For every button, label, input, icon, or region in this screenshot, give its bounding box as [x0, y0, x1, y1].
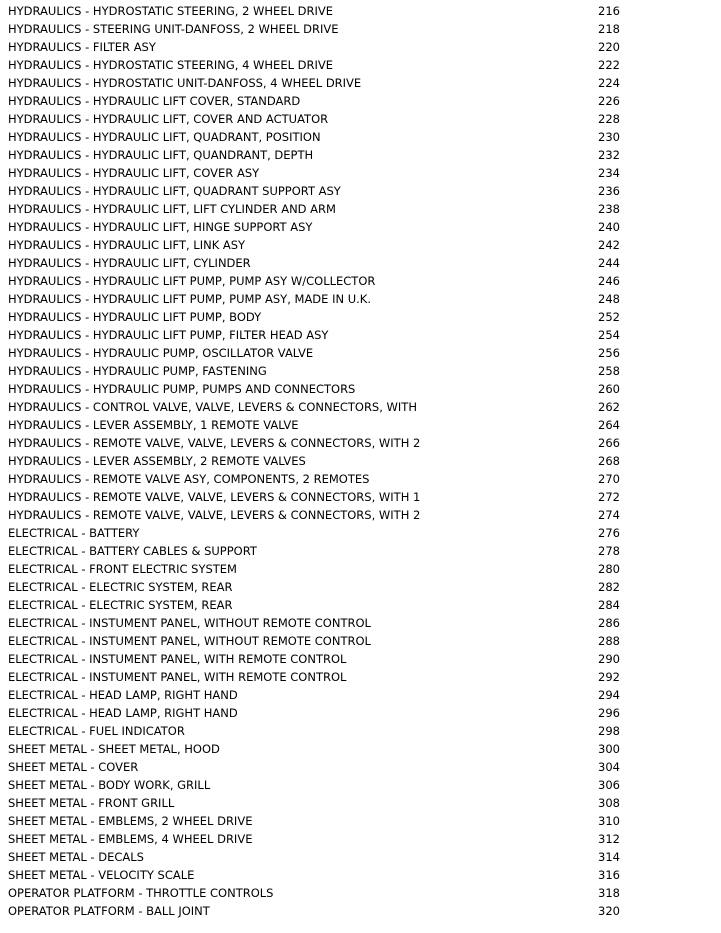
entry-page-number: 278	[598, 544, 620, 558]
index-entry[interactable]	[8, 416, 628, 434]
entry-title: SHEET METAL - EMBLEMS, 2 WHEEL DRIVE	[8, 814, 253, 828]
entry-title: OPERATOR PLATFORM - THROTTLE CONTROLS	[8, 886, 274, 900]
index-entry[interactable]	[8, 290, 628, 308]
entry-title: HYDRAULICS - HYDRAULIC LIFT, HINGE SUPPORT ASY	[8, 220, 313, 234]
entry-page-number: 264	[598, 418, 620, 432]
index-entry[interactable]	[8, 236, 628, 254]
entry-title: ELECTRICAL - HEAD LAMP, RIGHT HAND	[8, 706, 238, 720]
entry-title: ELECTRICAL - HEAD LAMP, RIGHT HAND	[8, 688, 238, 702]
entry-title: ELECTRICAL - FUEL INDICATOR	[8, 724, 185, 738]
entry-title: ELECTRICAL - INSTUMENT PANEL, WITHOUT REMOTE CONTROL	[8, 616, 371, 630]
entry-page-number: 298	[598, 724, 620, 738]
entry-title: SHEET METAL - SHEET METAL, HOOD	[8, 742, 220, 756]
index-entry[interactable]	[8, 128, 628, 146]
entry-title: HYDRAULICS - CONTROL VALVE, VALVE, LEVERS & CONNECTORS, WITH	[8, 400, 417, 414]
entry-page-number: 238	[598, 202, 620, 216]
entry-title: HYDRAULICS - HYDRAULIC PUMP, PUMPS AND CONNECTORS	[8, 382, 356, 396]
entry-title: HYDRAULICS - HYDROSTATIC STEERING, 2 WHEEL DRIVE	[8, 4, 334, 18]
entry-page-number: 294	[598, 688, 620, 702]
index-entry[interactable]	[8, 560, 628, 578]
entry-page-number: 254	[598, 328, 620, 342]
entry-title: HYDRAULICS - HYDRAULIC LIFT, QUANDRANT, DEPTH	[8, 148, 314, 162]
index-entry[interactable]	[8, 812, 628, 830]
entry-page-number: 224	[598, 76, 620, 90]
entry-page-number: 280	[598, 562, 620, 576]
entry-title: HYDRAULICS - LEVER ASSEMBLY, 1 REMOTE VALVE	[8, 418, 299, 432]
entry-title: HYDRAULICS - HYDRAULIC LIFT, QUADRANT SUPPORT ASY	[8, 184, 341, 198]
entry-title: HYDRAULICS - REMOTE VALVE ASY, COMPONENTS, 2 REMOTES	[8, 472, 370, 486]
index-entry[interactable]	[8, 848, 628, 866]
entry-title: ELECTRICAL - INSTUMENT PANEL, WITHOUT REMOTE CONTROL	[8, 634, 371, 648]
index-entry[interactable]	[8, 884, 628, 902]
index-entry[interactable]	[8, 722, 628, 740]
index-entry[interactable]	[8, 866, 628, 884]
entry-page-number: 284	[598, 598, 620, 612]
entry-page-number: 252	[598, 310, 620, 324]
index-entry[interactable]	[8, 794, 628, 812]
entry-title: HYDRAULICS - REMOTE VALVE, VALVE, LEVERS & CONNECTORS, WITH 2	[8, 508, 421, 522]
entry-page-number: 312	[598, 832, 620, 846]
entry-page-number: 228	[598, 112, 620, 126]
entry-page-number: 260	[598, 382, 620, 396]
index-entry[interactable]	[8, 758, 628, 776]
entry-page-number: 218	[598, 22, 620, 36]
entry-page-number: 308	[598, 796, 620, 810]
entry-page-number: 240	[598, 220, 620, 234]
index-entry[interactable]	[8, 164, 628, 182]
entry-page-number: 268	[598, 454, 620, 468]
index-entry[interactable]	[8, 632, 628, 650]
entry-title: HYDRAULICS - HYDRAULIC LIFT, COVER ASY	[8, 166, 260, 180]
entry-page-number: 244	[598, 256, 620, 270]
entry-title: ELECTRICAL - INSTUMENT PANEL, WITH REMOTE CONTROL	[8, 670, 347, 684]
entry-title: HYDRAULICS - HYDRAULIC LIFT COVER, STANDARD	[8, 94, 301, 108]
index-entry[interactable]	[8, 272, 628, 290]
entry-page-number: 304	[598, 760, 620, 774]
index-entry[interactable]	[8, 776, 628, 794]
entry-page-number: 232	[598, 148, 620, 162]
index-entry[interactable]	[8, 308, 628, 326]
index-entry[interactable]	[8, 20, 628, 38]
entry-title: ELECTRICAL - BATTERY	[8, 526, 140, 540]
entry-title: HYDRAULICS - LEVER ASSEMBLY, 2 REMOTE VALVES	[8, 454, 306, 468]
entry-page-number: 310	[598, 814, 620, 828]
index-entry[interactable]	[8, 38, 628, 56]
entry-title: SHEET METAL - DECALS	[8, 850, 144, 864]
parts-index-list	[8, 2, 628, 920]
entry-page-number: 220	[598, 40, 620, 54]
entry-page-number: 300	[598, 742, 620, 756]
entry-title: HYDRAULICS - HYDRAULIC LIFT PUMP, FILTER HEAD ASY	[8, 328, 329, 342]
index-entry[interactable]	[8, 524, 628, 542]
index-entry[interactable]	[8, 380, 628, 398]
entry-page-number: 258	[598, 364, 620, 378]
entry-page-number: 320	[598, 904, 620, 918]
entry-title: ELECTRICAL - FRONT ELECTRIC SYSTEM	[8, 562, 237, 576]
index-entry[interactable]	[8, 578, 628, 596]
index-entry[interactable]	[8, 650, 628, 668]
index-entry[interactable]	[8, 56, 628, 74]
index-entry[interactable]	[8, 704, 628, 722]
entry-page-number: 296	[598, 706, 620, 720]
index-entry[interactable]	[8, 668, 628, 686]
index-entry[interactable]	[8, 434, 628, 452]
entry-page-number: 256	[598, 346, 620, 360]
entry-title: HYDRAULICS - HYDRAULIC LIFT PUMP, PUMP ASY W/COLLECTOR	[8, 274, 376, 288]
index-entry[interactable]	[8, 686, 628, 704]
entry-title: HYDRAULICS - REMOTE VALVE, VALVE, LEVERS & CONNECTORS, WITH 1	[8, 490, 421, 504]
entry-page-number: 222	[598, 58, 620, 72]
entry-title: HYDRAULICS - HYDRAULIC LIFT PUMP, PUMP ASY, MADE IN U.K.	[8, 292, 372, 306]
entry-title: SHEET METAL - FRONT GRILL	[8, 796, 175, 810]
entry-title: HYDRAULICS - HYDROSTATIC STEERING, 4 WHEEL DRIVE	[8, 58, 334, 72]
entry-title: HYDRAULICS - HYDRAULIC LIFT PUMP, BODY	[8, 310, 262, 324]
entry-page-number: 270	[598, 472, 620, 486]
index-entry[interactable]	[8, 740, 628, 758]
entry-page-number: 292	[598, 670, 620, 684]
entry-page-number: 290	[598, 652, 620, 666]
entry-title: HYDRAULICS - HYDRAULIC LIFT, LINK ASY	[8, 238, 246, 252]
entry-title: ELECTRICAL - ELECTRIC SYSTEM, REAR	[8, 580, 233, 594]
entry-title: SHEET METAL - EMBLEMS, 4 WHEEL DRIVE	[8, 832, 253, 846]
index-entry[interactable]	[8, 2, 628, 20]
index-entry[interactable]	[8, 452, 628, 470]
entry-title: HYDRAULICS - HYDRAULIC PUMP, OSCILLATOR VALVE	[8, 346, 314, 360]
entry-title: ELECTRICAL - INSTUMENT PANEL, WITH REMOTE CONTROL	[8, 652, 347, 666]
entry-title: HYDRAULICS - HYDRAULIC PUMP, FASTENING	[8, 364, 267, 378]
entry-title: HYDRAULICS - HYDROSTATIC UNIT-DANFOSS, 4 WHEEL DRIVE	[8, 76, 362, 90]
entry-title: HYDRAULICS - HYDRAULIC LIFT, COVER AND ACTUATOR	[8, 112, 329, 126]
index-entry[interactable]	[8, 596, 628, 614]
entry-title: HYDRAULICS - STEERING UNIT-DANFOSS, 2 WHEEL DRIVE	[8, 22, 339, 36]
entry-page-number: 242	[598, 238, 620, 252]
entry-title: HYDRAULICS - HYDRAULIC LIFT, CYLINDER	[8, 256, 251, 270]
entry-page-number: 314	[598, 850, 620, 864]
entry-title: SHEET METAL - COVER	[8, 760, 139, 774]
entry-page-number: 274	[598, 508, 620, 522]
entry-page-number: 246	[598, 274, 620, 288]
entry-title: HYDRAULICS - FILTER ASY	[8, 40, 156, 54]
entry-page-number: 226	[598, 94, 620, 108]
index-entry[interactable]	[8, 488, 628, 506]
index-entry[interactable]	[8, 182, 628, 200]
index-entry[interactable]	[8, 614, 628, 632]
entry-page-number: 272	[598, 490, 620, 504]
entry-title: OPERATOR PLATFORM - BALL JOINT	[8, 904, 210, 918]
entry-page-number: 216	[598, 4, 620, 18]
entry-page-number: 266	[598, 436, 620, 450]
entry-title: HYDRAULICS - HYDRAULIC LIFT, QUADRANT, POSITION	[8, 130, 321, 144]
index-entry[interactable]	[8, 344, 628, 362]
index-entry[interactable]	[8, 506, 628, 524]
index-entry[interactable]	[8, 146, 628, 164]
entry-page-number: 316	[598, 868, 620, 882]
entry-page-number: 282	[598, 580, 620, 594]
index-entry[interactable]	[8, 92, 628, 110]
index-entry[interactable]	[8, 830, 628, 848]
index-entry[interactable]	[8, 542, 628, 560]
index-entry[interactable]	[8, 470, 628, 488]
entry-page-number: 306	[598, 778, 620, 792]
index-entry[interactable]	[8, 110, 628, 128]
entry-page-number: 236	[598, 184, 620, 198]
entry-page-number: 248	[598, 292, 620, 306]
entry-page-number: 318	[598, 886, 620, 900]
entry-title: SHEET METAL - VELOCITY SCALE	[8, 868, 195, 882]
entry-page-number: 230	[598, 130, 620, 144]
entry-title: HYDRAULICS - HYDRAULIC LIFT, LIFT CYLINDER AND ARM	[8, 202, 336, 216]
entry-page-number: 288	[598, 634, 620, 648]
entry-page-number: 286	[598, 616, 620, 630]
entry-title: SHEET METAL - BODY WORK, GRILL	[8, 778, 211, 792]
index-entry[interactable]	[8, 398, 628, 416]
index-entry[interactable]	[8, 254, 628, 272]
index-entry[interactable]	[8, 326, 628, 344]
entry-title: ELECTRICAL - ELECTRIC SYSTEM, REAR	[8, 598, 233, 612]
entry-title: ELECTRICAL - BATTERY CABLES & SUPPORT	[8, 544, 257, 558]
index-entry[interactable]	[8, 200, 628, 218]
index-entry[interactable]	[8, 362, 628, 380]
entry-page-number: 276	[598, 526, 620, 540]
entry-page-number: 234	[598, 166, 620, 180]
entry-page-number: 262	[598, 400, 620, 414]
index-entry[interactable]	[8, 218, 628, 236]
entry-title: HYDRAULICS - REMOTE VALVE, VALVE, LEVERS & CONNECTORS, WITH 2	[8, 436, 421, 450]
index-entry[interactable]	[8, 902, 628, 920]
index-entry[interactable]	[8, 74, 628, 92]
